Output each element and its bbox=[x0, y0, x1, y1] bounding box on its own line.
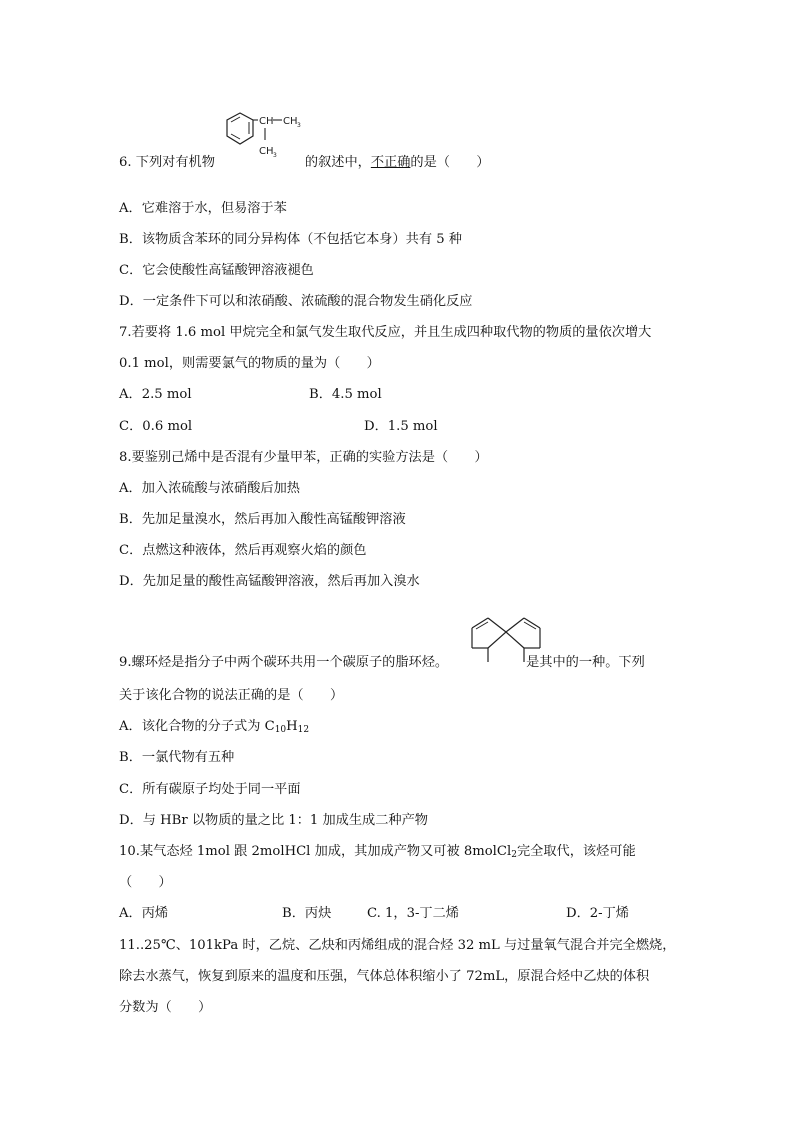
q10-option-a: A．丙烯 bbox=[119, 906, 169, 921]
q9-option-a-sub2: 12 bbox=[297, 725, 310, 735]
q9-option-a bbox=[119, 718, 309, 736]
q9-option-b: B．一氯代物有五种 bbox=[119, 750, 235, 765]
q6-option-c: C．它会使酸性高锰酸钾溶液褪色 bbox=[119, 263, 314, 278]
q9-stem-line2: 关于该化合物的说法正确的是（ ） bbox=[119, 688, 344, 703]
q9-option-d: D．与 HBr 以物质的量之比 1：1 加成生成二种产物 bbox=[119, 813, 428, 828]
q6-stem-c: 的是（ ） bbox=[410, 155, 490, 170]
q9-stem-a: 9.螺环烃是指分子中两个碳环共用一个碳原子的脂环烃。 bbox=[119, 655, 449, 670]
q8-option-a: A．加入浓硫酸与浓硝酸后加热 bbox=[119, 481, 300, 496]
q10-option-c: C. 1，3-丁二烯 bbox=[367, 906, 459, 921]
struct-sub-bottom: 3 bbox=[273, 152, 277, 159]
q6-stem-underlined: 不正确 bbox=[370, 155, 411, 170]
q8-option-c: C．点燃这种液体，然后再观察火焰的颜色 bbox=[119, 543, 367, 558]
q8-stem: 8.要鉴别己烯中是否混有少量甲苯，正确的实验方法是（ ） bbox=[119, 450, 488, 465]
q10-stem-line1 bbox=[119, 843, 636, 861]
q9-option-a-pre: A．该化合物的分子式为 C bbox=[119, 719, 275, 734]
q6-stem-b: 的叙述中， bbox=[304, 155, 371, 170]
q10-stem-line2: （ ） bbox=[119, 875, 172, 890]
q9-option-a-sub1: 10 bbox=[274, 725, 287, 735]
q11-line3: 分数为（ ） bbox=[119, 1000, 212, 1015]
q6-stem bbox=[119, 154, 490, 172]
q9-stem-b: 是其中的一种。下列 bbox=[526, 655, 645, 670]
struct-ch3-bottom: CH bbox=[259, 146, 274, 157]
q6-option-d: D．一定条件下可以和浓硝酸、浓硫酸的混合物发生硝化反应 bbox=[119, 294, 473, 309]
q7-option-b: B．4.5 mol bbox=[309, 387, 382, 402]
struct-sub-right: 3 bbox=[297, 122, 301, 129]
q7-option-c: C．0.6 mol bbox=[119, 419, 193, 434]
q10-stem-post: 完全取代，该烃可能 bbox=[516, 844, 636, 859]
q7-stem-line2: 0.1 mol，则需要氯气的物质的量为（ ） bbox=[119, 356, 380, 371]
q10-stem-pre: 10.某气态烃 1mol 跟 2molHCl 加成，其加成产物又可被 8molCl bbox=[119, 844, 512, 859]
q9-option-c: C．所有碳原子均处于同一平面 bbox=[119, 782, 301, 797]
q6-option-b: B．该物质含苯环的同分异构体（不包括它本身）共有 5 种 bbox=[119, 232, 462, 247]
q11-line2: 除去水蒸气，恢复到原来的温度和压强，气体总体积缩小了 72mL，原混合烃中乙炔的体积 bbox=[119, 969, 650, 984]
q7-stem-line1: 7.若要将 1.6 mol 甲烷完全和氯气发生取代反应，并且生成四种取代物的物质的量依次增大 bbox=[119, 325, 652, 340]
q9-stem-line1 bbox=[119, 654, 645, 672]
q9-option-a-mid: H bbox=[286, 719, 298, 734]
q7-option-a: A．2.5 mol bbox=[119, 387, 192, 402]
q10-option-b: B．丙炔 bbox=[282, 906, 332, 921]
q8-option-d: D．先加足量的酸性高锰酸钾溶液，然后再加入溴水 bbox=[119, 574, 420, 589]
q6-stem-a: 6. 下列对有机物 bbox=[119, 155, 215, 170]
q10-option-d: D．2-丁烯 bbox=[566, 906, 629, 921]
q6-option-a: A．它难溶于水，但易溶于苯 bbox=[119, 201, 287, 216]
q7-option-d: D．1.5 mol bbox=[364, 419, 438, 434]
q8-option-b: B．先加足量溴水，然后再加入酸性高锰酸钾溶液 bbox=[119, 512, 406, 527]
struct-ch3-right: CH bbox=[283, 116, 298, 127]
q10-stem-sub: 2 bbox=[511, 850, 517, 860]
struct-ch-label: CH bbox=[259, 116, 274, 127]
q11-line1: 11..25℃、101kPa 时，乙烷、乙炔和丙烯组成的混合烃 32 mL 与过量氧气混合并完全燃烧， bbox=[119, 938, 676, 953]
